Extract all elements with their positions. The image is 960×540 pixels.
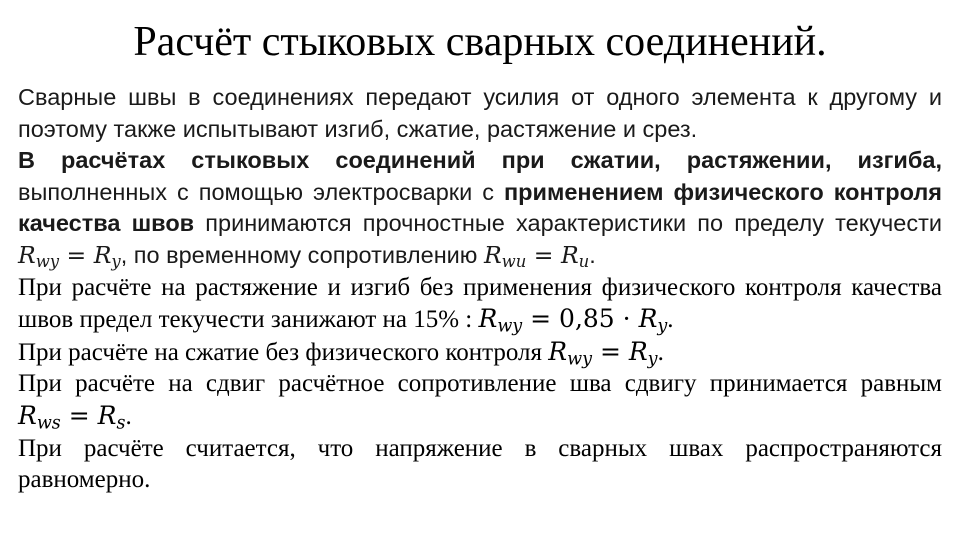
paragraph-text: При расчёте на растяжение и изгиб без применения физического контроля качества швов предел текучести занижают на 15% : (18, 273, 942, 334)
paragraph-shear: При расчёте на сдвиг расчётное сопротивление шва сдвигу принимается равным $R_{ws} = R_s$. (18, 370, 942, 434)
formula-rwy-eq-ry: $R_{wy} = R_y$ (18, 240, 121, 272)
paragraph-tension-bending: При расчёте на растяжение и изгиб без применения физического контроля качества швов предел текучести занижают на 15% : $R_{wy} = 0,85 \cdot R_y$. (18, 273, 942, 337)
paragraph-text: Сварные швы в соединениях передают усилия от одного элемента к другому и поэтому также испытывают изгиб, сжатие, растяжение и срез. (18, 84, 942, 142)
slide-title: Расчёт стыковых сварных соединений. (133, 19, 827, 65)
bold-physical-control: применением физического контроля качества швов (18, 178, 942, 237)
paragraph-text: принимаются прочностные характеристики по пределу текучести (194, 210, 942, 237)
slide-body (18, 82, 942, 496)
paragraph-text: выполненных с помощью электросварки с (18, 178, 504, 205)
formula-rwy-eq-ry-compression: $R_{wy} = R_y$ (548, 336, 658, 370)
paragraph-uniform-stress (18, 433, 942, 496)
bold-lead: В расчётах стыковых соединений при сжатии, растяжении, изгиба, (18, 147, 942, 174)
paragraph-text: При расчёте на сжатие без физического контроля (18, 338, 549, 366)
formula-rws-eq-rs: $R_{ws} = R_s$ (18, 400, 126, 434)
paragraph-welds-transfer (18, 82, 942, 145)
paragraph-text: При расчёте на сдвиг расчётное сопротивление шва сдвигу принимается равным (18, 370, 942, 398)
formula-rwy-eq-085-ry: $R_{wy} = 0,85 \cdot R_y$ (478, 304, 668, 337)
paragraph-text: , по временному сопротивлению (120, 241, 484, 268)
paragraph-butt-joint-strength: В расчётах стыковых соединений при сжатии, растяжении, изгиба, выполненных с помощью электросварки с применением физического контроля качества швов принимаются прочностные характеристики по пределу текучести $R_{wy} = R_y$, по временному сопротивлению $R_{wu} = R_u$. (18, 147, 942, 272)
paragraph-text: При расчёте считается, что напряжение в сварных швах распространяются равномерно. (18, 434, 942, 494)
formula-rwu-eq-ru: $R_{wu} = R_u$ (483, 240, 590, 272)
paragraph-compression: При расчёте на сжатие без физического контроля $R_{wy} = R_y$. (18, 336, 664, 370)
